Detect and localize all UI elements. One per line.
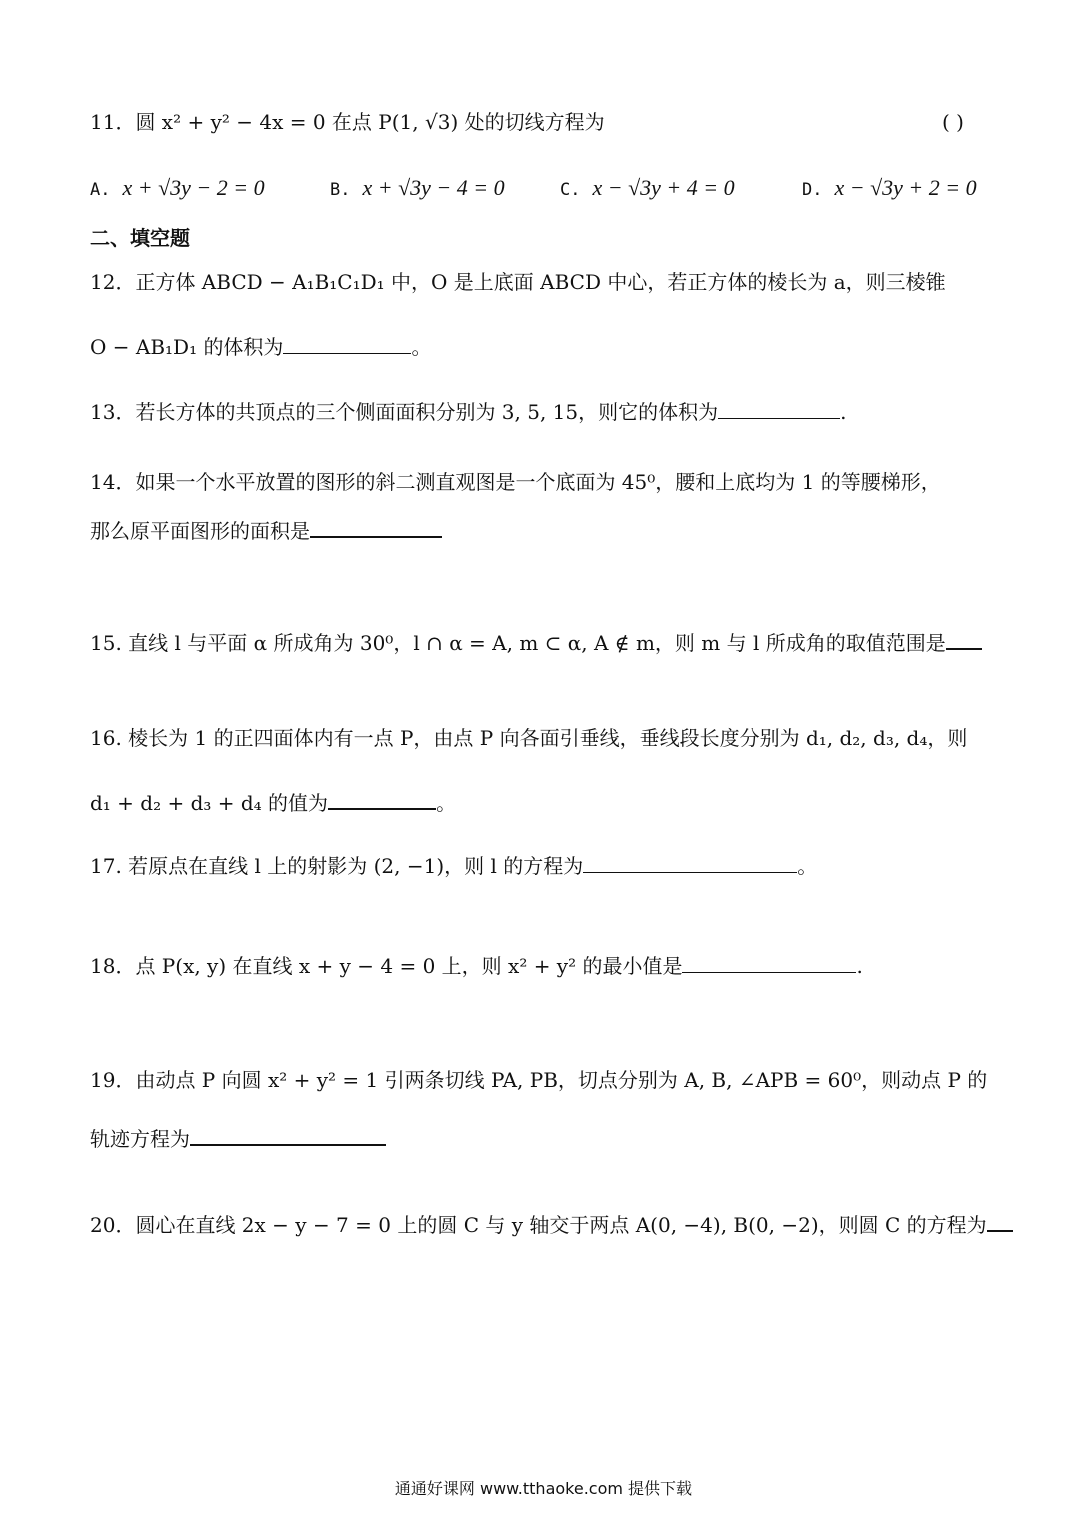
question-14-line-2 xyxy=(90,516,442,545)
page-footer: 通通好课网 www.tthaoke.com 提供下载 xyxy=(394,1479,693,1498)
question-12-line-2 xyxy=(90,333,431,361)
option-a xyxy=(90,175,265,201)
option-b-math: x + √3y − 4 = 0 xyxy=(362,175,505,200)
question-19-text: 轨迹方程为 xyxy=(90,1127,190,1151)
question-12-line-1: 12．正方体 ABCD − A₁B₁C₁D₁ 中，O 是上底面 ABCD 中心，若正方体的棱长为 a，则三棱锥 xyxy=(90,270,946,294)
option-d-math: x − √3y + 2 = 0 xyxy=(834,175,977,200)
question-13-text: 13．若长方体的共顶点的三个侧面面积分别为 3, 5, 15，则它的体积为 xyxy=(90,400,719,424)
option-b xyxy=(330,175,505,201)
question-16-line-1: 16. 棱长为 1 的正四面体内有一点 P，由点 P 向各面引垂线，垂线段长度分别为 d₁, d₂, d₃, d₄，则 xyxy=(90,726,968,750)
question-18 xyxy=(90,952,863,980)
option-d-label: D. xyxy=(802,180,823,200)
answer-blank xyxy=(946,628,982,650)
question-14-text: 那么原平面图形的面积是 xyxy=(90,519,310,543)
answer-blank xyxy=(328,788,436,810)
question-12-end: 。 xyxy=(411,335,432,359)
question-17-end: 。 xyxy=(797,854,818,878)
question-15 xyxy=(90,628,982,657)
question-17 xyxy=(90,852,817,880)
question-19-line-2 xyxy=(90,1124,386,1153)
question-16-end: 。 xyxy=(436,791,457,815)
question-15-text: 15. 直线 l 与平面 α 所成角为 30⁰，l ∩ α = A, m ⊂ α, A ∉ m，则 m 与 l 所成角的取值范围是 xyxy=(90,631,946,655)
question-19-line-1: 19．由动点 P 向圆 x² + y² = 1 引两条切线 PA, PB，切点分别为 A, B, ∠APB = 60⁰，则动点 P 的 xyxy=(90,1068,988,1092)
question-17-text: 17. 若原点在直线 l 上的射影为 (2, −1)，则 l 的方程为 xyxy=(90,854,584,878)
question-13 xyxy=(90,398,847,426)
answer-blank xyxy=(987,1210,1013,1232)
question-18-end: . xyxy=(856,954,863,978)
question-20-text: 20．圆心在直线 2x − y − 7 = 0 上的圆 C 与 y 轴交于两点 A(0, −4), B(0, −2)，则圆 C 的方程为 xyxy=(90,1213,987,1237)
question-20 xyxy=(90,1210,1013,1239)
question-11-stem: 11．圆 x² + y² − 4x = 0 在点 P(1, √3) 处的切线方程为 xyxy=(90,110,605,134)
section-title: 二、填空题 xyxy=(90,226,190,250)
answer-blank xyxy=(283,333,411,354)
option-c-label: C. xyxy=(560,180,581,200)
option-a-math: x + √3y − 2 = 0 xyxy=(122,175,265,200)
answer-blank xyxy=(310,516,442,538)
answer-blank xyxy=(190,1124,386,1146)
option-a-label: A. xyxy=(90,180,111,200)
answer-blank xyxy=(583,852,797,873)
question-16-text: d₁ + d₂ + d₃ + d₄ 的值为 xyxy=(90,791,329,815)
answer-blank xyxy=(718,398,840,419)
question-12-text: O − AB₁D₁ 的体积为 xyxy=(90,335,284,359)
option-b-label: B. xyxy=(330,180,351,200)
answer-blank xyxy=(682,952,856,973)
question-18-text: 18．点 P(x, y) 在直线 x + y − 4 = 0 上，则 x² + y² 的最小值是 xyxy=(90,954,683,978)
question-16-line-2 xyxy=(90,788,456,817)
option-c xyxy=(560,175,735,201)
question-13-end: . xyxy=(840,400,847,424)
answer-parentheses: ( ) xyxy=(942,110,964,134)
option-d xyxy=(802,175,977,201)
question-14-line-1: 14．如果一个水平放置的图形的斜二测直观图是一个底面为 45⁰，腰和上底均为 1 的等腰梯形， xyxy=(90,470,941,494)
option-c-math: x − √3y + 4 = 0 xyxy=(592,175,735,200)
